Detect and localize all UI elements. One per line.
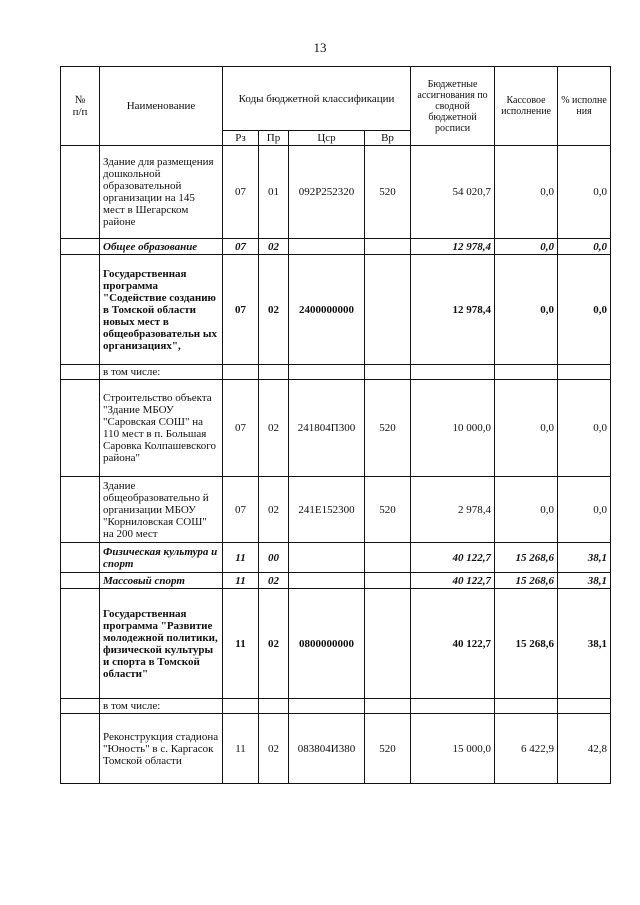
- row-rz: 07: [223, 477, 259, 543]
- row-budget: 10 000,0: [411, 380, 495, 477]
- row-cash: 6 422,9: [495, 714, 558, 784]
- row-name: Общее образование: [100, 239, 223, 255]
- row-budget: 40 122,7: [411, 589, 495, 699]
- row-pr: 01: [259, 146, 289, 239]
- row-pr: 02: [259, 380, 289, 477]
- row-vr: 520: [365, 380, 411, 477]
- header-budget: Бюджетные ассигнования по сводной бюджетной росписи: [411, 67, 495, 146]
- row-vr: [365, 543, 411, 573]
- row-budget: 12 978,4: [411, 239, 495, 255]
- row-vr: [365, 255, 411, 365]
- row-vr: 520: [365, 714, 411, 784]
- row-pr: 02: [259, 239, 289, 255]
- row-csr: 2400000000: [289, 255, 365, 365]
- header-vr: Вр: [365, 131, 411, 146]
- row-pr: 02: [259, 255, 289, 365]
- row-rz: 11: [223, 714, 259, 784]
- page-number: 13: [313, 40, 327, 55]
- row-cash: 15 268,6: [495, 589, 558, 699]
- row-vr: 520: [365, 477, 411, 543]
- table-row: [61, 714, 611, 784]
- header-codes: Коды бюджетной классификации: [223, 67, 411, 131]
- table-row: [61, 573, 611, 589]
- row-budget: 15 000,0: [411, 714, 495, 784]
- row-name: Строительство объекта "Здание МБОУ "Саровская СОШ" на 110 мест в п. Большая Саровка Колпашевского района": [100, 380, 223, 477]
- row-cash: 0,0: [495, 239, 558, 255]
- row-pr: 02: [259, 573, 289, 589]
- row-csr: [289, 543, 365, 573]
- header-pr: Пр: [259, 131, 289, 146]
- row-cash: 15 268,6: [495, 543, 558, 573]
- row-percent: 38,1: [558, 589, 611, 699]
- row-percent: 38,1: [558, 543, 611, 573]
- row-name: Государственная программа "Содействие созданию в Томской области новых мест в общеобразовательн ых организациях",: [100, 255, 223, 365]
- row-percent: 38,1: [558, 573, 611, 589]
- header-csr: Цср: [289, 131, 365, 146]
- row-budget: 54 020,7: [411, 146, 495, 239]
- row-name: Государственная программа "Развитие молодежной политики, физической культуры и спорта в Томской области": [100, 589, 223, 699]
- row-rz: 07: [223, 239, 259, 255]
- budget-table: [60, 66, 611, 784]
- row-vr: [365, 239, 411, 255]
- row-percent: 0,0: [558, 239, 611, 255]
- table-row: [61, 239, 611, 255]
- row-cash: 0,0: [495, 255, 558, 365]
- row-budget: 12 978,4: [411, 255, 495, 365]
- row-budget: 40 122,7: [411, 573, 495, 589]
- row-rz: 11: [223, 589, 259, 699]
- row-cash: 15 268,6: [495, 573, 558, 589]
- row-rz: 11: [223, 573, 259, 589]
- header-number: № п/п: [61, 67, 100, 146]
- table-row: [61, 146, 611, 239]
- row-name: Здание для размещения дошкольной образовательной организации на 145 мест в Шегарском районе: [100, 146, 223, 239]
- row-vr: 520: [365, 146, 411, 239]
- table-row: [61, 255, 611, 365]
- table-row: [61, 699, 611, 714]
- row-percent: 0,0: [558, 477, 611, 543]
- header-cash: Кассовое исполнение: [495, 67, 558, 146]
- table-row: [61, 380, 611, 477]
- row-percent: 0,0: [558, 380, 611, 477]
- row-name: в том числе:: [100, 365, 223, 380]
- row-pr: 00: [259, 543, 289, 573]
- row-name: Здание общеобразовательно й организации МБОУ "Корниловская СОШ" на 200 мест: [100, 477, 223, 543]
- row-cash: 0,0: [495, 380, 558, 477]
- header-percent: % исполне ния: [558, 67, 611, 146]
- row-rz: 11: [223, 543, 259, 573]
- row-name: Массовый спорт: [100, 573, 223, 589]
- row-rz: 07: [223, 146, 259, 239]
- row-cash: 0,0: [495, 146, 558, 239]
- table-row: [61, 365, 611, 380]
- row-pr: 02: [259, 477, 289, 543]
- row-rz: 07: [223, 380, 259, 477]
- row-csr: 092P252320: [289, 146, 365, 239]
- header-rz: Рз: [223, 131, 259, 146]
- row-csr: [289, 573, 365, 589]
- row-csr: 0800000000: [289, 589, 365, 699]
- row-cash: 0,0: [495, 477, 558, 543]
- row-percent: 42,8: [558, 714, 611, 784]
- row-name: Физическая культура и спорт: [100, 543, 223, 573]
- table-row: [61, 589, 611, 699]
- row-pr: 02: [259, 589, 289, 699]
- row-vr: [365, 589, 411, 699]
- row-vr: [365, 573, 411, 589]
- row-name: в том числе:: [100, 699, 223, 714]
- table-row: [61, 543, 611, 573]
- row-csr: [289, 239, 365, 255]
- row-rz: 07: [223, 255, 259, 365]
- row-percent: 0,0: [558, 255, 611, 365]
- row-csr: 241E152300: [289, 477, 365, 543]
- row-name: Реконструкция стадиона "Юность" в с. Каргасок Томской области: [100, 714, 223, 784]
- row-csr: 241804П300: [289, 380, 365, 477]
- header-name: Наименование: [100, 67, 223, 146]
- row-pr: 02: [259, 714, 289, 784]
- table-row: [61, 477, 611, 543]
- row-budget: 2 978,4: [411, 477, 495, 543]
- row-budget: 40 122,7: [411, 543, 495, 573]
- row-csr: 083804И380: [289, 714, 365, 784]
- row-percent: 0,0: [558, 146, 611, 239]
